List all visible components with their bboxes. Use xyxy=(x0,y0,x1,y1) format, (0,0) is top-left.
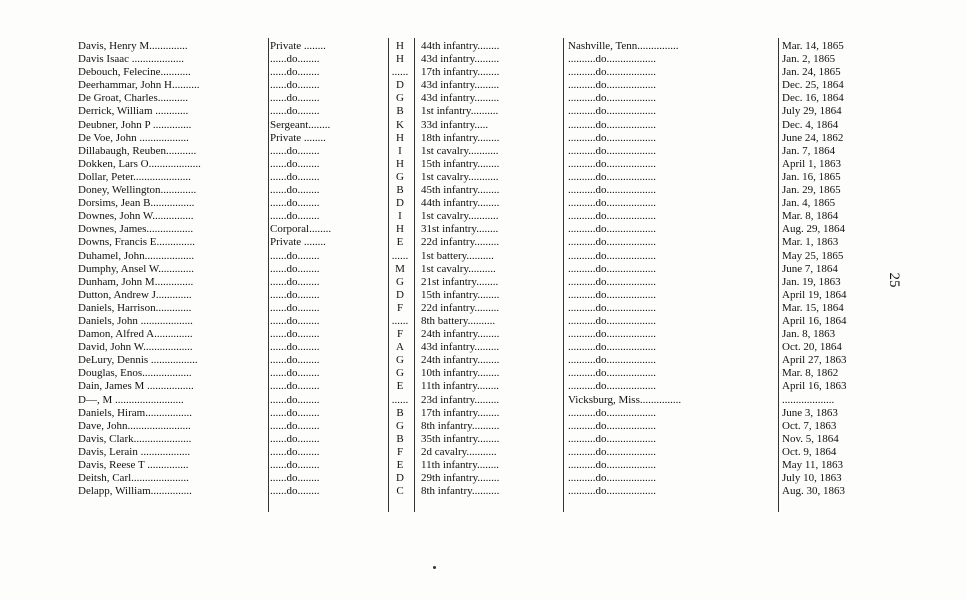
place-of-death-cell: ..........do.................. xyxy=(568,354,656,367)
regiment-cell: 1st cavalry........... xyxy=(421,210,499,223)
place-of-death-cell: ..........do.................. xyxy=(568,92,656,105)
table-row xyxy=(78,472,878,485)
place-of-death-cell: Vicksburg, Miss............... xyxy=(568,393,682,406)
place-of-death-cell: ..........do.................. xyxy=(568,472,656,485)
rank-cell: ......do........ xyxy=(270,288,320,301)
regiment-cell: 8th infantry.......... xyxy=(421,485,500,498)
company-cell: B xyxy=(396,406,404,419)
company-cell: E xyxy=(396,236,404,249)
table-row xyxy=(78,433,878,446)
table-row xyxy=(78,394,878,407)
regiment-cell: 1st cavalry.......... xyxy=(421,262,496,275)
rank-cell: ......do........ xyxy=(270,53,320,66)
regiment-cell: 1st battery.......... xyxy=(421,249,494,262)
place-of-death-cell: ..........do.................. xyxy=(568,275,656,288)
table-row xyxy=(78,132,878,145)
date-of-death-cell: Dec. 25, 1864 xyxy=(782,79,844,92)
company-cell: E xyxy=(396,459,404,471)
place-of-death-cell: ..........do.................. xyxy=(568,314,656,327)
rank-cell: Private ........ xyxy=(270,236,326,249)
rank-cell: ......do........ xyxy=(270,367,320,380)
rank-cell: Private ........ xyxy=(270,40,326,52)
soldier-name-cell: Dumphy, Ansel W............. xyxy=(78,262,195,275)
place-of-death-cell: ..........do.................. xyxy=(568,105,656,118)
table-row xyxy=(78,236,878,249)
rank-cell: ......do........ xyxy=(270,485,320,498)
regiment-cell: 11th infantry........ xyxy=(421,380,500,393)
date-of-death-cell: Jan. 4, 1865 xyxy=(782,197,836,210)
soldier-name-cell: Damon, Alfred A.............. xyxy=(78,328,193,341)
date-of-death-cell: ................... xyxy=(782,393,835,406)
place-of-death-cell: ..........do.................. xyxy=(568,184,656,197)
place-of-death-cell: ..........do.................. xyxy=(568,485,656,498)
regiment-cell: 45th infantry........ xyxy=(421,184,500,197)
soldier-name-cell: Dutton, Andrew J............. xyxy=(78,288,192,301)
place-of-death-cell: Nashville, Tenn............... xyxy=(568,40,679,52)
soldier-name-cell: Davis, Henry M.............. xyxy=(78,40,188,52)
company-cell: F xyxy=(396,328,404,341)
rank-cell: ......do........ xyxy=(270,301,320,314)
company-cell: D xyxy=(396,288,404,301)
rank-cell: ......do........ xyxy=(270,406,320,419)
place-of-death-cell: ..........do.................. xyxy=(568,170,656,183)
date-of-death-cell: Aug. 29, 1864 xyxy=(782,223,845,236)
date-of-death-cell: May 25, 1865 xyxy=(782,249,844,262)
regiment-cell: 31st infantry........ xyxy=(421,223,499,236)
rank-cell: ......do........ xyxy=(270,341,320,354)
date-of-death-cell: Aug. 30, 1863 xyxy=(782,485,845,498)
company-cell: E xyxy=(396,380,404,393)
company-cell: C xyxy=(396,485,404,498)
table-row xyxy=(78,420,878,433)
place-of-death-cell: ..........do.................. xyxy=(568,380,656,393)
regiment-cell: 43d infantry......... xyxy=(421,341,500,354)
table-row xyxy=(78,289,878,302)
soldier-name-cell: David, John W.................. xyxy=(78,341,193,354)
soldier-name-cell: Dollar, Peter..................... xyxy=(78,170,191,183)
company-cell: M xyxy=(395,262,405,275)
rank-cell: ......do........ xyxy=(270,354,320,367)
date-of-death-cell: Mar. 8, 1864 xyxy=(782,210,839,223)
regiment-cell: 21st infantry........ xyxy=(421,275,499,288)
table-row xyxy=(78,407,878,420)
date-of-death-cell: Oct. 20, 1864 xyxy=(782,341,842,354)
place-of-death-cell: ..........do.................. xyxy=(568,445,656,458)
soldier-name-cell: Downes, James................. xyxy=(78,223,194,236)
place-of-death-cell: ..........do.................. xyxy=(568,66,656,79)
soldier-name-cell: Deubner, John P .............. xyxy=(78,118,192,131)
regiment-cell: 17th infantry........ xyxy=(421,66,500,79)
date-of-death-cell: April 27, 1863 xyxy=(782,354,847,367)
rank-cell: ......do........ xyxy=(270,66,320,79)
soldier-name-cell: Davis, Lerain .................. xyxy=(78,445,191,458)
rank-cell: ......do........ xyxy=(270,92,320,105)
regiment-cell: 15th infantry........ xyxy=(421,288,500,301)
table-row xyxy=(78,302,878,315)
table-row xyxy=(78,446,878,459)
soldier-name-cell: Douglas, Enos.................. xyxy=(78,367,192,380)
regiment-cell: 8th battery.......... xyxy=(421,314,496,327)
place-of-death-cell: ..........do.................. xyxy=(568,131,656,144)
regiment-cell: 15th infantry........ xyxy=(421,157,500,170)
soldier-name-cell: Daniels, Harrison............. xyxy=(78,301,192,314)
soldier-name-cell: Duhamel, John.................. xyxy=(78,249,195,262)
date-of-death-cell: July 10, 1863 xyxy=(782,472,842,485)
company-cell: D xyxy=(396,79,404,92)
date-of-death-cell: Mar. 8, 1862 xyxy=(782,367,839,380)
company-cell: B xyxy=(396,184,404,197)
date-of-death-cell: Mar. 14, 1865 xyxy=(782,40,844,52)
company-cell: ...... xyxy=(391,314,409,327)
burial-roster-table xyxy=(78,40,878,498)
soldier-name-cell: Dunham, John M.............. xyxy=(78,275,194,288)
date-of-death-cell: April 16, 1864 xyxy=(782,314,847,327)
regiment-cell: 43d infantry......... xyxy=(421,79,500,92)
soldier-name-cell: Dave, John....................... xyxy=(78,419,191,432)
soldier-name-cell: Downes, John W............... xyxy=(78,210,194,223)
date-of-death-cell: May 11, 1863 xyxy=(782,459,844,471)
regiment-cell: 35th infantry........ xyxy=(421,432,500,445)
rank-cell: ......do........ xyxy=(270,275,320,288)
company-cell: D xyxy=(396,197,404,210)
rank-cell: ......do........ xyxy=(270,445,320,458)
regiment-cell: 18th infantry........ xyxy=(421,131,500,144)
place-of-death-cell: ..........do.................. xyxy=(568,249,656,262)
regiment-cell: 1st infantry.......... xyxy=(421,105,499,118)
date-of-death-cell: Jan. 19, 1863 xyxy=(782,275,841,288)
table-row xyxy=(78,315,878,328)
soldier-name-cell: Derrick, William ............ xyxy=(78,105,189,118)
soldier-name-cell: Davis Isaac ................... xyxy=(78,53,185,66)
place-of-death-cell: ..........do.................. xyxy=(568,328,656,341)
company-cell: K xyxy=(396,118,404,131)
place-of-death-cell: ..........do.................. xyxy=(568,144,656,157)
table-row xyxy=(78,367,878,380)
rank-cell: ......do........ xyxy=(270,459,320,471)
place-of-death-cell: ..........do.................. xyxy=(568,432,656,445)
table-row xyxy=(78,53,878,66)
company-cell: H xyxy=(396,53,404,66)
regiment-cell: 43d infantry......... xyxy=(421,92,500,105)
company-cell: G xyxy=(396,367,404,380)
company-cell: F xyxy=(396,301,404,314)
date-of-death-cell: Jan. 16, 1865 xyxy=(782,170,841,183)
rank-cell: ......do........ xyxy=(270,144,320,157)
place-of-death-cell: ..........do.................. xyxy=(568,406,656,419)
company-cell: D xyxy=(396,472,404,485)
company-cell: H xyxy=(396,157,404,170)
date-of-death-cell: June 3, 1863 xyxy=(782,406,838,419)
company-cell: G xyxy=(396,354,404,367)
place-of-death-cell: ..........do.................. xyxy=(568,197,656,210)
table-row xyxy=(78,197,878,210)
rank-cell: ......do........ xyxy=(270,249,320,262)
table-row xyxy=(78,485,878,498)
table-row xyxy=(78,184,878,197)
ink-speck xyxy=(433,566,436,569)
table-row xyxy=(78,250,878,263)
regiment-cell: 33d infantry..... xyxy=(421,118,489,131)
page-number: 25 xyxy=(886,272,902,288)
soldier-name-cell: Dain, James M ................. xyxy=(78,380,194,393)
soldier-name-cell: Daniels, Hiram................. xyxy=(78,406,192,419)
regiment-cell: 22d infantry......... xyxy=(421,301,500,314)
rank-cell: ......do........ xyxy=(270,432,320,445)
soldier-name-cell: Deitsh, Carl..................... xyxy=(78,472,189,485)
place-of-death-cell: ..........do.................. xyxy=(568,288,656,301)
company-cell: G xyxy=(396,275,404,288)
table-row xyxy=(78,119,878,132)
date-of-death-cell: Jan. 24, 1865 xyxy=(782,66,841,79)
rank-cell: ......do........ xyxy=(270,314,320,327)
company-cell: H xyxy=(396,223,404,236)
soldier-name-cell: Daniels, John ................... xyxy=(78,314,193,327)
place-of-death-cell: ..........do.................. xyxy=(568,236,656,249)
rank-cell: ......do........ xyxy=(270,184,320,197)
regiment-cell: 22d infantry......... xyxy=(421,236,500,249)
rank-cell: Sergeant........ xyxy=(270,118,331,131)
regiment-cell: 44th infantry........ xyxy=(421,40,500,52)
date-of-death-cell: June 24, 1862 xyxy=(782,131,844,144)
regiment-cell: 24th infantry........ xyxy=(421,328,500,341)
table-row xyxy=(78,263,878,276)
soldier-name-cell: Davis, Clark..................... xyxy=(78,432,192,445)
regiment-cell: 23d infantry......... xyxy=(421,393,500,406)
regiment-cell: 44th infantry........ xyxy=(421,197,500,210)
place-of-death-cell: ..........do.................. xyxy=(568,419,656,432)
company-cell: I xyxy=(398,210,402,223)
rank-cell: Private ........ xyxy=(270,131,326,144)
soldier-name-cell: Doney, Wellington............. xyxy=(78,184,197,197)
table-row xyxy=(78,145,878,158)
date-of-death-cell: Oct. 7, 1863 xyxy=(782,419,837,432)
table-row xyxy=(78,223,878,236)
date-of-death-cell: April 19, 1864 xyxy=(782,288,847,301)
place-of-death-cell: ..........do.................. xyxy=(568,262,656,275)
date-of-death-cell: June 7, 1864 xyxy=(782,262,838,275)
place-of-death-cell: ..........do.................. xyxy=(568,53,656,66)
company-cell: B xyxy=(396,432,404,445)
soldier-name-cell: De Voe, John .................. xyxy=(78,131,189,144)
date-of-death-cell: Mar. 1, 1863 xyxy=(782,236,839,249)
soldier-name-cell: D—, M ......................... xyxy=(78,393,184,406)
rank-cell: ......do........ xyxy=(270,157,320,170)
date-of-death-cell: April 1, 1863 xyxy=(782,157,841,170)
table-row xyxy=(78,328,878,341)
table-row xyxy=(78,341,878,354)
company-cell: ...... xyxy=(391,393,409,406)
regiment-cell: 1st cavalry........... xyxy=(421,144,499,157)
rank-cell: ......do........ xyxy=(270,210,320,223)
place-of-death-cell: ..........do.................. xyxy=(568,459,656,471)
table-row xyxy=(78,92,878,105)
place-of-death-cell: ..........do.................. xyxy=(568,79,656,92)
rank-cell: ......do........ xyxy=(270,472,320,485)
company-cell: H xyxy=(396,40,404,52)
table-row xyxy=(78,380,878,393)
regiment-cell: 43d infantry......... xyxy=(421,53,500,66)
soldier-name-cell: Debouch, Felecine........... xyxy=(78,66,191,79)
soldier-name-cell: De Groat, Charles........... xyxy=(78,92,188,105)
company-cell: B xyxy=(396,105,404,118)
rank-cell: ......do........ xyxy=(270,170,320,183)
soldier-name-cell: Delapp, William............... xyxy=(78,485,192,498)
date-of-death-cell: Jan. 2, 1865 xyxy=(782,53,836,66)
place-of-death-cell: ..........do.................. xyxy=(568,210,656,223)
regiment-cell: 24th infantry........ xyxy=(421,354,500,367)
date-of-death-cell: Mar. 15, 1864 xyxy=(782,301,844,314)
date-of-death-cell: July 29, 1864 xyxy=(782,105,842,118)
place-of-death-cell: ..........do.................. xyxy=(568,301,656,314)
soldier-name-cell: Davis, Reese T ............... xyxy=(78,459,189,471)
place-of-death-cell: ..........do.................. xyxy=(568,157,656,170)
soldier-name-cell: Dokken, Lars O................... xyxy=(78,157,201,170)
place-of-death-cell: ..........do.................. xyxy=(568,341,656,354)
regiment-cell: 11th infantry........ xyxy=(421,459,500,471)
rank-cell: ......do........ xyxy=(270,79,320,92)
date-of-death-cell: Jan. 29, 1865 xyxy=(782,184,841,197)
date-of-death-cell: April 16, 1863 xyxy=(782,380,847,393)
rank-cell: ......do........ xyxy=(270,197,320,210)
company-cell: ...... xyxy=(391,66,409,79)
date-of-death-cell: Nov. 5, 1864 xyxy=(782,432,839,445)
table-row xyxy=(78,66,878,79)
date-of-death-cell: Dec. 16, 1864 xyxy=(782,92,844,105)
table-row xyxy=(78,459,878,472)
company-cell: G xyxy=(396,92,404,105)
table-row xyxy=(78,276,878,289)
table-row xyxy=(78,171,878,184)
soldier-name-cell: Downs, Francis E.............. xyxy=(78,236,196,249)
soldier-name-cell: Dorsims, Jean B................ xyxy=(78,197,195,210)
table-row xyxy=(78,210,878,223)
rank-cell: ......do........ xyxy=(270,380,320,393)
regiment-cell: 17th infantry........ xyxy=(421,406,500,419)
date-of-death-cell: Jan. 7, 1864 xyxy=(782,144,836,157)
soldier-name-cell: DeLury, Dennis ................. xyxy=(78,354,198,367)
company-cell: F xyxy=(396,445,404,458)
place-of-death-cell: ..........do.................. xyxy=(568,367,656,380)
regiment-cell: 1st cavalry........... xyxy=(421,170,499,183)
table-row xyxy=(78,79,878,92)
regiment-cell: 10th infantry........ xyxy=(421,367,500,380)
soldier-name-cell: Deerhammar, John H.......... xyxy=(78,79,200,92)
rank-cell: ......do........ xyxy=(270,262,320,275)
date-of-death-cell: Jan. 8, 1863 xyxy=(782,328,836,341)
date-of-death-cell: Oct. 9, 1864 xyxy=(782,445,837,458)
company-cell: G xyxy=(396,170,404,183)
company-cell: H xyxy=(396,131,404,144)
company-cell: A xyxy=(396,341,404,354)
company-cell: I xyxy=(398,144,402,157)
table-row xyxy=(78,105,878,118)
company-cell: ...... xyxy=(391,249,409,262)
company-cell: G xyxy=(396,419,404,432)
rank-cell: Corporal........ xyxy=(270,223,332,236)
table-row xyxy=(78,354,878,367)
rank-cell: ......do........ xyxy=(270,419,320,432)
rank-cell: ......do........ xyxy=(270,105,320,118)
regiment-cell: 29th infantry........ xyxy=(421,472,500,485)
table-row xyxy=(78,40,878,53)
rank-cell: ......do........ xyxy=(270,393,320,406)
rank-cell: ......do........ xyxy=(270,328,320,341)
soldier-name-cell: Dillabaugh, Reuben........... xyxy=(78,144,197,157)
place-of-death-cell: ..........do.................. xyxy=(568,118,656,131)
table-row xyxy=(78,158,878,171)
regiment-cell: 8th infantry.......... xyxy=(421,419,500,432)
regiment-cell: 2d cavalry........... xyxy=(421,445,497,458)
place-of-death-cell: ..........do.................. xyxy=(568,223,656,236)
date-of-death-cell: Dec. 4, 1864 xyxy=(782,118,839,131)
